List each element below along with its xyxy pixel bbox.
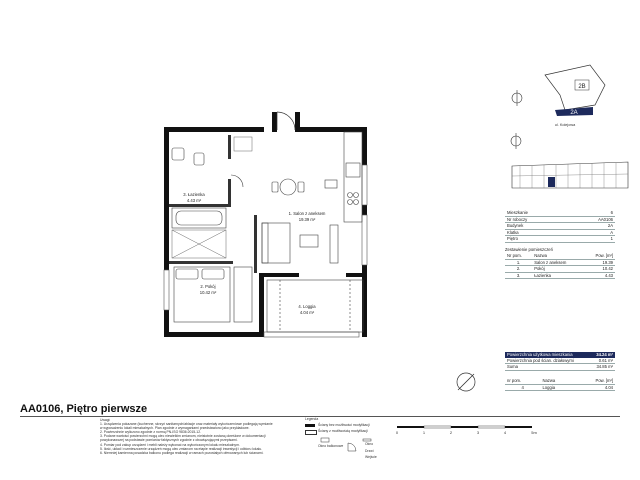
room-label-bedroom: 2. Pokój (200, 284, 216, 289)
room-area: 4.43 (584, 272, 615, 279)
scale-label: 0 (395, 430, 399, 435)
table-row (505, 236, 615, 243)
table-row (505, 272, 615, 279)
partition-walls (169, 135, 257, 273)
under-wall-label: Powierzchnia pod ścian. działowymi (505, 358, 590, 364)
compass-icon (512, 90, 522, 106)
table-row (505, 266, 615, 273)
table-row (505, 223, 615, 230)
floor-strip (510, 158, 630, 194)
building-2b-label: 2B (578, 84, 586, 90)
legend-swatch-fixed-wall (305, 424, 315, 427)
key-plan (505, 60, 625, 140)
sum-value: 34.85 m² (590, 364, 615, 371)
col-header-nr: nr pom. (505, 378, 540, 384)
floor-plan (150, 105, 385, 355)
compass-icon (505, 130, 527, 152)
info-label: Nr roboczy (505, 216, 568, 223)
under-wall-value: 0.61 m² (590, 358, 615, 364)
scale-label: 1 (422, 430, 426, 435)
room-name: Salon z aneksem (532, 259, 584, 266)
page-title: AA0106, Piętro pierwsze (20, 403, 148, 415)
info-value: A (568, 229, 615, 236)
notes-heading: Uwagi: (100, 418, 111, 422)
room-area: 10.42 (584, 266, 615, 273)
dining-table (272, 179, 304, 195)
col-header-name: Nazwa (540, 378, 573, 384)
area-summary-table (505, 352, 615, 371)
room-name: Łazienka (532, 272, 584, 279)
selected-apartment-marker (548, 177, 555, 187)
legend-swatch-partition (305, 430, 317, 435)
info-value: 6 (568, 210, 615, 216)
info-value: AA0106 (568, 216, 615, 223)
table-row (505, 259, 615, 266)
col-header-nr: Nr pom. (505, 253, 532, 259)
room-area: 19.39 (584, 259, 615, 266)
note-line: 4. Pomiar pod zakup urządzeń i mebli należy wykonać na wykończonym lokalu mieszkalnym. (100, 442, 240, 447)
notes (100, 418, 300, 455)
room-nr: 2. (505, 266, 532, 273)
table-row (505, 364, 615, 371)
note-line: 1. Urządzenia pokazane (kuchenne, skrzyń sanitarnych/ablacje oraz materiały wykończeniowe podlegają wymianie (100, 422, 273, 427)
entrance-door (277, 112, 295, 130)
legend-entrance: Wejście (365, 455, 377, 459)
room-name: Loggia (540, 384, 573, 391)
bathroom-fixtures (172, 148, 243, 228)
note-line: 2. Powierzchnie wyliczono zgodnie z normą PN-ISO 9836:2015-12. (100, 430, 202, 435)
room-label-living: 1. Salon z aneksem (288, 211, 326, 216)
scale-label: 3 (476, 430, 480, 435)
sum-label: Suma (505, 364, 590, 371)
info-value: 1 (568, 236, 615, 243)
scale-label: 4 (503, 430, 507, 435)
room-area: 4.04 (573, 384, 615, 391)
note-line: 6. Niemniej kamienna posadzka balkonu podlega realizacji w ramach pozostałych oferowanych lub ścianami. (100, 450, 264, 455)
legend-door-icon (346, 441, 358, 453)
note-line: w wyposażeniu lokali mieszkalnych. Plan zgodnie z wymaganiami przedstawiono jako przykładowe. (100, 426, 250, 431)
kitchen (325, 132, 362, 222)
table-row (505, 358, 615, 364)
room-area-living: 19.39 m² (298, 217, 316, 222)
table-row (505, 216, 615, 223)
room-area-loggia: 4.04 m² (299, 310, 315, 315)
legend-door: Drzwi (365, 449, 374, 453)
compass-icon (452, 368, 480, 396)
info-label: Klatka (505, 229, 568, 236)
scale-bar (395, 424, 545, 438)
legend-balcony-window-icon (320, 436, 330, 444)
usable-area-row (505, 352, 615, 358)
room-area-bedroom: 10.42 m² (199, 290, 217, 295)
note-line: 3. Podane wartości powierzchni mogą ulec niewielkim zmianom, nieistotnie zostaną określone w dokumentacji (100, 434, 266, 439)
info-label: Budynek (505, 223, 568, 230)
windows (164, 165, 367, 337)
scale-label: 2 (449, 430, 453, 435)
room-area-bathroom: 4.43 m² (186, 198, 202, 203)
sofa (262, 223, 338, 263)
title-underline (20, 416, 620, 417)
info-label: Mieszkanie (505, 210, 568, 216)
col-header-area: Pow. [m²] (584, 253, 615, 259)
table-row (505, 229, 615, 236)
room-name: Pokój (532, 266, 584, 273)
legend-fixed-wall: Ściany bez możliwości modyfikacji (318, 423, 370, 427)
info-label: Piętro (505, 236, 568, 243)
load-bearing-walls (164, 112, 367, 337)
note-line: 5. Ilość, układ i rozmieszczenie urządzeń mogą ulec zmianom na etapie realizacji inwestycji i odbioru lokalu. (100, 446, 263, 451)
legend-partition-wall: Ściany z możliwością modyfikacji (318, 429, 368, 433)
usable-area-value: 34.24 m² (596, 352, 613, 357)
table-row (505, 384, 615, 391)
col-header-name: Nazwa (532, 253, 584, 259)
room-label-loggia: 4. Loggia (298, 304, 316, 309)
info-value: 2A (568, 223, 615, 230)
note-line: powykonawczej na podstawie pomiarów faktycznych zgodnie z obowiązującymi przepisami. (100, 438, 238, 443)
apartment-info-table (505, 210, 615, 243)
col-header-area: Pow. [m²] (573, 378, 615, 384)
loggia-table (505, 378, 615, 391)
legend-balcony-window: Okno balkonowe (318, 444, 344, 448)
room-nr: 1. (505, 259, 532, 266)
usable-area-label: Powierzchnia użytkowa mieszkania (507, 352, 573, 357)
building-2a-label: 2A (570, 110, 578, 116)
room-label-bathroom: 3. Łazienka (183, 192, 205, 197)
room-nr: 3. (505, 272, 532, 279)
rooms-table-caption: Zestawienie pomieszczeń (505, 247, 553, 252)
street-label: ul. Kolejowa (554, 123, 576, 127)
rooms-table (505, 253, 615, 279)
legend-window: Okno (365, 442, 374, 446)
room-nr: 4 (505, 384, 540, 391)
legend-heading: Legenda (305, 417, 319, 421)
scale-label: 5m (531, 430, 537, 435)
